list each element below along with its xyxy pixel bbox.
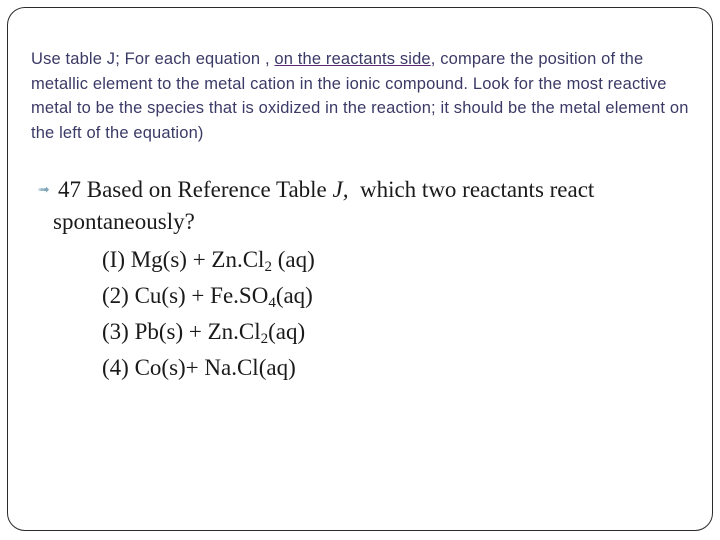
answer-option-3 (102, 314, 315, 350)
option-subscript: 4 (268, 295, 276, 311)
note-text-start: Use table J; For each equation , (31, 50, 275, 68)
note-underlined-text: on the reactants side (274, 50, 431, 68)
answer-option-1 (102, 242, 315, 278)
option-text-end: (aq) (271, 247, 315, 272)
answer-options (102, 242, 315, 386)
question-number: 47 (58, 177, 81, 202)
option-text: (I) Mg(s) + Zn.Cl (102, 247, 265, 272)
option-text: (3) Pb(s) + Zn.Cl (102, 319, 261, 344)
option-subscript: 2 (260, 331, 269, 347)
answer-option-2 (102, 278, 315, 314)
question-line-1 (38, 174, 698, 206)
option-text: (4) Co(s)+ Na.Cl(aq) (102, 355, 296, 380)
question-line-2: spontaneously? (53, 209, 195, 234)
option-text-end: (aq) (275, 283, 313, 308)
option-text-end: (aq) (268, 319, 306, 344)
option-text: (2) Cu(s) + Fe.SO (102, 283, 269, 308)
question (38, 174, 698, 237)
bullet-icon: ➟ (38, 183, 50, 198)
instruction-note (31, 47, 691, 145)
question-table-ref: J, (332, 177, 349, 202)
note-text-end: , compare the position of the metallic element to the metal cation in the ionic compound. Look for the most reactive metal to be the species that is oxidized in the reaction; it should be the metal element on the left of the equation) (31, 50, 689, 142)
option-subscript: 2 (264, 259, 272, 275)
question-text-end: which two reactants react (348, 177, 595, 202)
answer-option-4 (102, 350, 315, 386)
question-text-start: Based on Reference Table (81, 177, 333, 202)
